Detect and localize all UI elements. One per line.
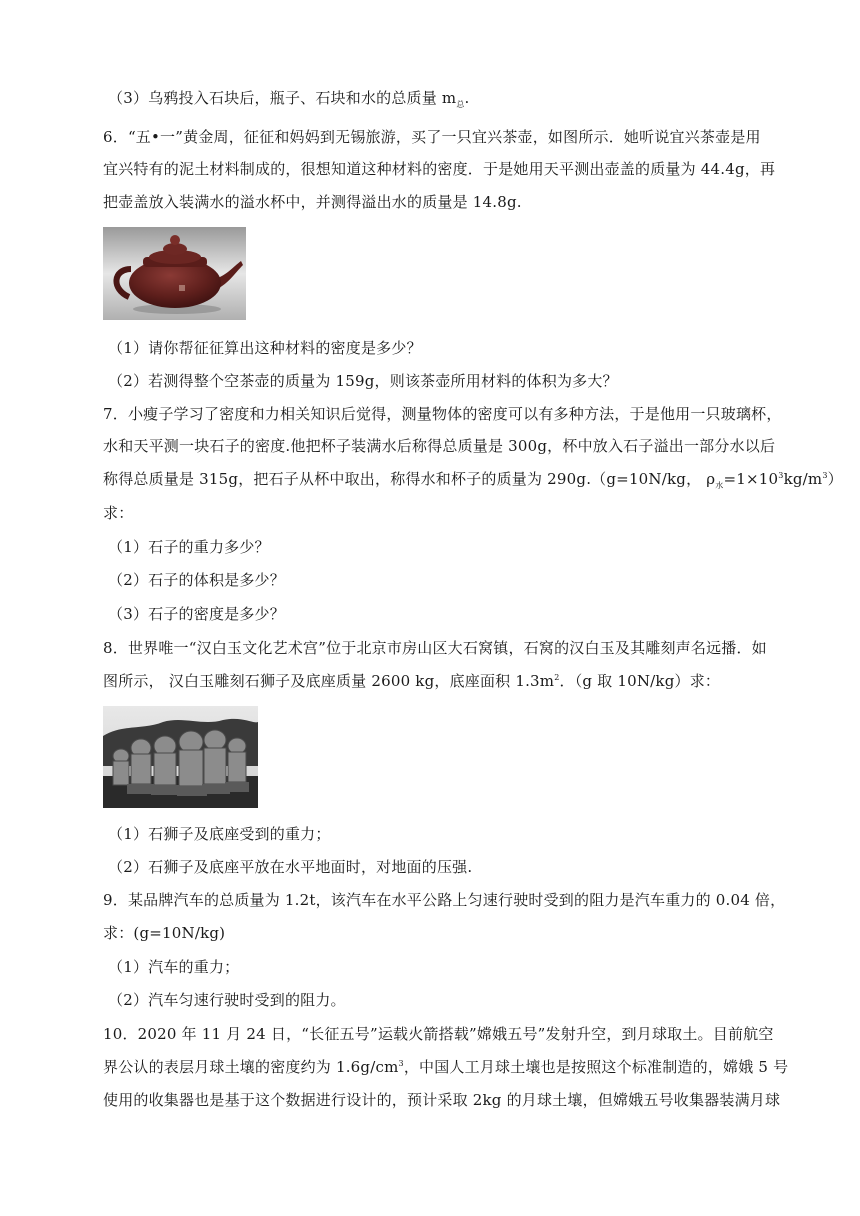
q7-line2: 水和天平测一块石子的密度.他把杯子装满水后称得总质量是 300g，杯中放入石子溢出一部分水以后: [103, 437, 776, 455]
q7-sub1: （1）石子的重力多少？: [108, 538, 270, 556]
q8-line1: 8．世界唯一“汉白玉文化艺术宫”位于北京市房山区大石窝镇，石窝的汉白玉及其雕刻声名远播．如: [103, 639, 767, 657]
q10-line1: 10．2020 年 11 月 24 日，“长征五号”运载火箭搭载”嫦娥五号”发射升空，到月球取土。目前航空: [103, 1025, 774, 1043]
q10-line3: 使用的收集器也是基于这个数据进行设计的，预计采取 2kg 的月球土壤，但嫦娥五号收集器装满月球: [103, 1091, 781, 1109]
q7-line1: 7．小瘦子学习了密度和力相关知识后觉得，测量物体的密度可以有多种方法，于是他用一只玻璃杯，: [103, 405, 782, 423]
q10-line2: 界公认的表层月球土壤的密度约为 $1.6g/cm^3$，中国人工月球土壤也是按照这个标准制造的，嫦娥 5 号: [103, 1058, 789, 1076]
q9-sub1: （1）汽车的重力；: [108, 958, 240, 976]
q6-line1: 6．“五•一”黄金周，征征和妈妈到无锡旅游，买了一只宜兴茶壶，如图所示．她听说宜兴茶壶是用: [103, 128, 761, 146]
q9-line1: 9．某品牌汽车的总质量为 1.2t，该汽车在水平公路上匀速行驶时受到的阻力是汽车重力的 0.04 倍，: [103, 891, 786, 909]
q9-line2: 求：(g=10N/kg): [103, 924, 226, 942]
q6-line2: 宜兴特有的泥土材料制成的，很想知道这种材料的密度．于是她用天平测出壶盖的质量为 44.4g，再: [103, 160, 776, 178]
stone-lions-image: [103, 706, 258, 808]
q8-sub2: （2）石狮子及底座平放在水平地面时，对地面的压强.: [108, 858, 473, 876]
q8-sub1: （1）石狮子及底座受到的重力；: [108, 825, 331, 843]
q6-sub1: （1）请你帮征征算出这种材料的密度是多少？: [108, 339, 422, 357]
q5-sub3: （3）乌鸦投入石块后，瓶子、石块和水的总质量 $m_总$.: [108, 89, 470, 109]
q6-line3: 把壶盖放入装满水的溢水杯中，并测得溢出水的质量是 14.8g.: [103, 193, 522, 211]
q7-line4: 求：: [103, 504, 134, 522]
q7-sub2: （2）石子的体积是多少？: [108, 571, 285, 589]
q7-line3: 称得总质量是 315g，把石子从杯中取出，称得水和杯子的质量为 290g.（g=10N/kg， $\rho_水=1\times 10^3kg/m^3$）: [103, 470, 843, 490]
q7-sub3: （3）石子的密度是多少？: [108, 605, 285, 623]
q8-line2: 图所示， 汉白玉雕刻石狮子及底座质量 2600 kg，底座面积 $1.3m^2$．（g 取 10N/kg）求：: [103, 672, 721, 690]
q6-sub2: （2）若测得整个空茶壶的质量为 159g，则该茶壶所用材料的体积为多大？: [108, 372, 618, 390]
teapot-image: [103, 227, 246, 320]
q9-sub2: （2）汽车匀速行驶时受到的阻力。: [108, 991, 346, 1009]
